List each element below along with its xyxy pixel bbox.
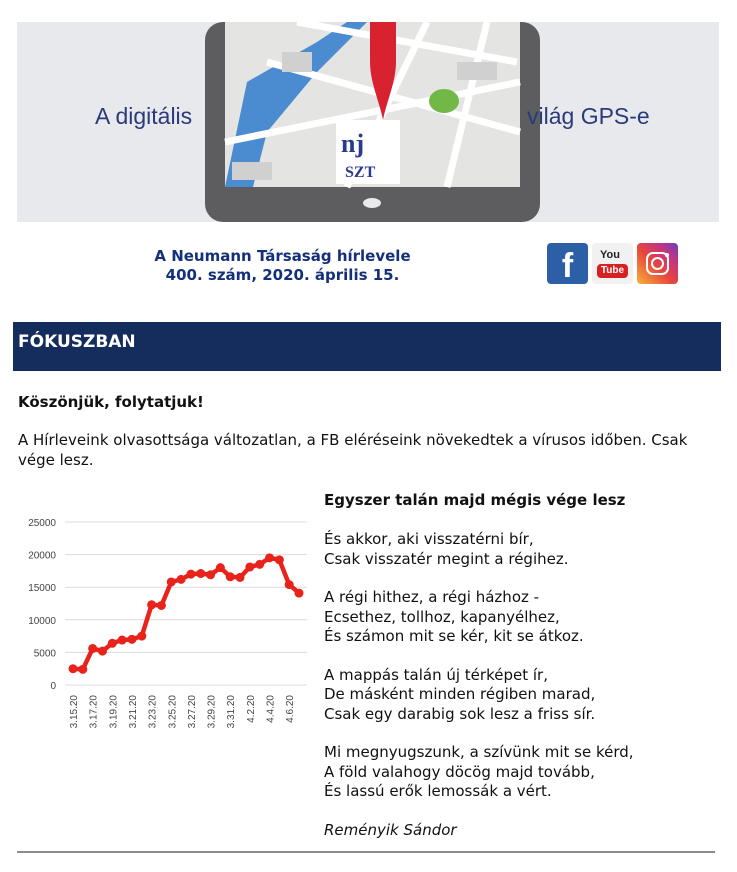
data-point — [206, 570, 215, 579]
data-point — [255, 560, 264, 569]
article-heading: Köszönjük, folytatjuk! — [18, 393, 204, 411]
divider — [17, 851, 715, 853]
banner-text-left: A digitális — [95, 103, 193, 129]
x-tick-label: 3.25.20 — [167, 695, 179, 729]
y-tick-label: 20000 — [28, 550, 56, 562]
data-point — [216, 563, 225, 572]
x-tick-label: 3.21.20 — [127, 695, 139, 729]
data-point — [245, 562, 254, 571]
poem-title: Egyszer talán majd mégis vége lesz — [324, 491, 626, 509]
x-tick-label: 4.4.20 — [265, 695, 277, 723]
x-tick-label: 3.27.20 — [186, 695, 198, 729]
data-point — [275, 555, 284, 564]
youtube-you-text: You — [600, 249, 620, 261]
banner-image — [17, 22, 719, 222]
poem-line: Csak visszatér megint a régihez. — [324, 549, 569, 568]
y-tick-label: 10000 — [28, 615, 56, 627]
poem-line: Mi megnyugszunk, a szívünk mit se kérd, — [324, 743, 634, 761]
data-point — [167, 577, 176, 586]
issue-date: 400. szám, 2020. április 15. — [165, 266, 400, 284]
newsletter-title: A Neumann Társaság hírlevele — [154, 247, 411, 265]
instagram-icon[interactable] — [637, 243, 678, 284]
data-point — [118, 636, 127, 645]
poem-stanza — [324, 530, 724, 569]
poem-line: És lassú erők lemossák a vért. — [324, 782, 552, 800]
x-tick-label: 3.31.20 — [226, 695, 238, 729]
x-tick-label: 4.2.20 — [245, 695, 257, 723]
poem-line: A mappás talán új térképet ír, — [324, 665, 548, 684]
poem — [324, 491, 724, 840]
data-point — [108, 639, 117, 648]
data-point — [177, 575, 186, 584]
poem-stanzas — [324, 530, 724, 802]
data-point — [157, 601, 166, 610]
y-tick-label: 0 — [50, 681, 56, 692]
x-tick-label: 3.23.20 — [147, 695, 159, 729]
svg-text:SZT: SZT — [345, 164, 376, 181]
data-point — [295, 589, 304, 598]
poem-line: És számon mit se kér, kit se átkoz. — [324, 627, 584, 645]
poem-line: De másként minden régiben marad, — [324, 685, 596, 703]
x-tick-label: 3.15.20 — [69, 695, 80, 729]
poem-line: És akkor, aki visszatérni bír, — [324, 530, 534, 548]
y-tick-label: 5000 — [33, 648, 56, 660]
data-point — [69, 664, 78, 673]
svg-text:nj: nj — [341, 129, 365, 158]
x-tick-label: 4.6.20 — [285, 695, 297, 723]
data-point — [98, 647, 107, 656]
section-header — [13, 322, 721, 371]
facebook-letter: f — [561, 247, 574, 285]
section-title: FÓKUSZBAN — [18, 332, 136, 352]
data-point — [147, 600, 156, 609]
youtube-icon[interactable] — [592, 243, 633, 284]
poem-line: Ecsethez, tollhoz, kapanyélhez, — [324, 607, 560, 626]
poem-stanza — [324, 743, 724, 802]
poem-line: Csak egy darabig sok lesz a friss sír. — [324, 704, 596, 723]
x-tick-label: 3.17.20 — [88, 695, 100, 729]
data-point — [226, 572, 235, 581]
youtube-tube-text: Tube — [597, 264, 628, 278]
data-point — [186, 570, 195, 579]
banner-text-right: világ GPS-e — [527, 103, 650, 129]
facebook-reach-chart — [18, 505, 313, 755]
poem-stanza — [324, 588, 724, 647]
x-tick-label: 3.19.20 — [108, 695, 120, 729]
data-point — [127, 635, 136, 644]
y-tick-label: 15000 — [28, 583, 56, 595]
data-point — [285, 580, 294, 589]
poem-author: Reményik Sándor — [324, 820, 457, 839]
data-point — [265, 553, 274, 562]
data-point — [196, 569, 205, 578]
article-intro: A Hírleveink olvasottsága változatlan, a FB eléréseink növekedtek a vírusos időben. Csak vége lesz. — [18, 431, 688, 469]
data-point — [137, 632, 146, 641]
poem-line: A régi hithez, a régi házhoz - — [324, 588, 540, 606]
poem-line: A föld valahogy döcög majd tovább, — [324, 762, 595, 781]
y-tick-label: 25000 — [28, 518, 56, 529]
x-tick-label: 3.29.20 — [206, 695, 218, 729]
poem-stanza — [324, 666, 724, 725]
data-point — [88, 644, 97, 653]
newsletter-issue-info — [150, 247, 415, 285]
data-point — [78, 665, 87, 674]
data-point — [236, 573, 245, 582]
facebook-icon[interactable] — [547, 243, 588, 284]
